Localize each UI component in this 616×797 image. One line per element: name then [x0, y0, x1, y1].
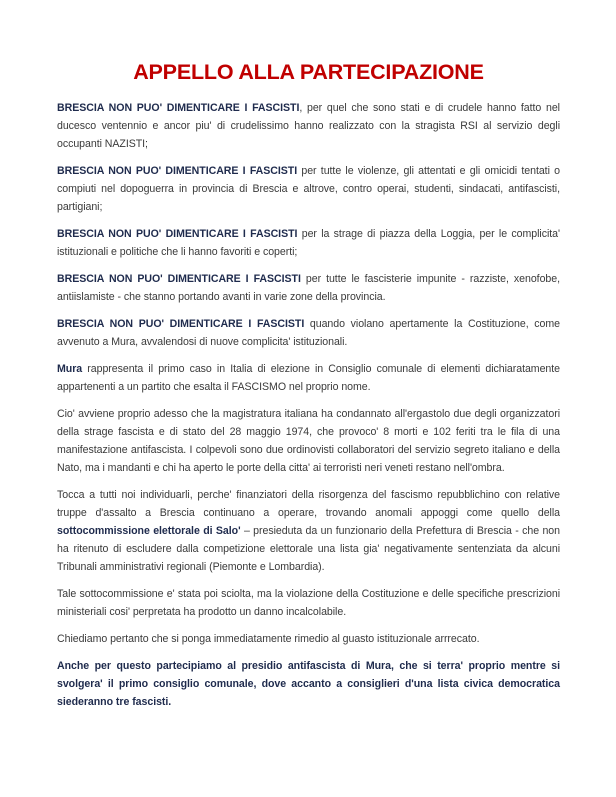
paragraph-text: Cio' avviene proprio adesso che la magistratura italiana ha condannato all'ergastolo due degli organizzatori della strage fascista e di stato del 28 maggio 1974, che provoco' 8 morti e 102 feriti tra le fila di una manifestazione antifascista. I colpevoli sono due ordinovisti collaboratori del servizio segreto italiano e della Nato, ma i mandanti e chi ha aperto le porte della citta' ai terroristi neri veneti restano nell'ombra.	[57, 408, 560, 474]
closing-text: Anche per questo partecipiamo al presidio antifascista di Mura, che si terra' proprio mentre si svolgera' il primo consiglio comunale, dove accanto a consiglieri d'una lista civica democratica siederanno tre fascisti.	[57, 660, 560, 708]
paragraph-text: Tale sottocommissione e' stata poi sciolta, ma la violazione della Costituzione e delle specifiche prescrizioni ministeriali cosi' perpretata ha prodotto un danno incalcolabile.	[57, 588, 560, 618]
paragraph-text: rappresenta il primo caso in Italia di elezione in Consiglio comunale di elementi dichiaratamente appartenenti a un partito che esalta il FASCISMO nel proprio nome.	[57, 363, 560, 393]
document-page	[57, 60, 560, 720]
paragraph-3	[57, 225, 560, 261]
paragraph-10	[57, 630, 560, 648]
paragraph-text-before: Tocca a tutti noi individuarli, perche' finanziatori della risorgenza del fascismo repubblichino con relative truppe d'assalto a Brescia continuano a operare, trovando anomali appoggi come quello della	[57, 489, 560, 519]
closing-paragraph	[57, 657, 560, 711]
bold-lead: BRESCIA NON PUO' DIMENTICARE I FASCISTI	[57, 165, 298, 177]
paragraph-8	[57, 486, 560, 576]
paragraph-6	[57, 360, 560, 396]
paragraph-7	[57, 405, 560, 477]
paragraph-5	[57, 315, 560, 351]
paragraph-9	[57, 585, 560, 621]
document-title: APPELLO ALLA PARTECIPAZIONE	[133, 60, 484, 84]
paragraph-text: per tutte le violenze, gli attentati e gli omicidi tentati o compiuti nel dopoguerra in provincia di Brescia e altrove, contro operai, studenti, sindacati, antifascisti, partigiani;	[57, 165, 560, 213]
bold-lead: BRESCIA NON PUO' DIMENTICARE I FASCISTI	[57, 318, 305, 330]
bold-lead: Mura	[57, 363, 83, 375]
paragraph-text: per la strage di piazza della Loggia, per le complicita' istituzionali e politiche che li hanno favoriti e coperti;	[57, 228, 560, 258]
paragraph-text: quando violano apertamente la Costituzione, come avvenuto a Mura, avvalendosi di nuove complicita' istituzionali.	[57, 318, 560, 348]
bold-lead: BRESCIA NON PUO' DIMENTICARE I FASCISTI	[57, 102, 300, 114]
bold-inline: sottocommissione elettorale di Salo'	[57, 525, 241, 537]
paragraph-text: Chiediamo pertanto che si ponga immediatamente rimedio al guasto istituzionale arrrecato.	[57, 633, 480, 645]
bold-lead: BRESCIA NON PUO' DIMENTICARE I FASCISTI	[57, 273, 301, 285]
paragraph-4	[57, 270, 560, 306]
paragraph-1	[57, 99, 560, 153]
paragraph-text: per tutte le fascisterie impunite - razziste, xenofobe, antiislamiste - che stanno portando avanti in varie zone della provincia.	[57, 273, 560, 303]
paragraph-text: , per quel che sono stati e di crudele hanno fatto nel ducesco ventennio e ancor piu' di crudelissimo hanno realizzato con la stragista RSI al servizio degli occupanti NAZISTI;	[57, 102, 560, 150]
paragraph-2	[57, 162, 560, 216]
bold-lead: BRESCIA NON PUO' DIMENTICARE I FASCISTI	[57, 228, 298, 240]
paragraph-text: – presieduta da un funzionario della Prefettura di Brescia - che non ha ritenuto di escludere dalla competizione elettorale una lista gia' negativamente sentenziata da alcuni Tribunali amministrativi regionali (Piemonte e Lombardia).	[57, 525, 560, 573]
